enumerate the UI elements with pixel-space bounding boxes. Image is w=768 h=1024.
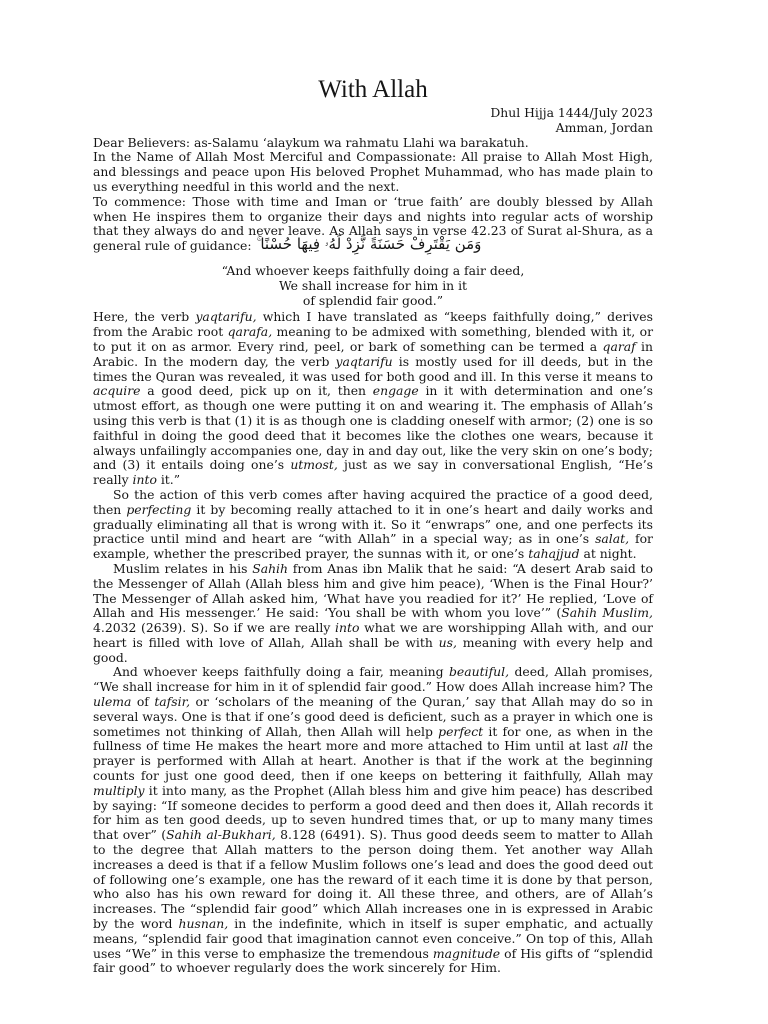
arabic-text: وَمَن يَقْتَرِفْ حَسَنَةً نَّزِدْ لَهُۥ فِيهَا حُسْنًا ۚ: [256, 234, 482, 253]
place-line: Amman, Jordan: [555, 119, 653, 135]
paragraph-perfecting: So the action of this verb comes after having acquired the practice of a good deed, then perfecting it by becoming really attached to it in one’s heart and daily works and gradually eliminating all that is wrong with it. So it “enwraps” one, and one perfects its practice until mind and heart are “with Allah” in a special way; as in one’s salat, for example, whether the prescribed prayer, the sunnas with it, or one’s tahajjud at night.: [93, 486, 653, 562]
paragraph-increase: And whoever keeps faithfully doing a fair, meaning beautiful, deed, Allah promises, “We shall increase for him in it of splendid fair good.” How does Allah increase him? The ulema of tafsir, or ‘scholars of the meaning of the Quran,’ say that Allah may do so in several ways. One is that if one’s good deed is deficient, such as a prayer in which one is sometimes not thinking of Allah, then Allah will help perfect it for one, as when in the fullness of time He makes the heart more and more attached to Him until at last all the prayer is performed with Allah at heart. Another is that if the work at the beginning counts for just one good deed, then if one keeps on bettering it faithfully, Allah may multiply it into many, as the Prophet (Allah bless him and give him peace) has described by saying: “If someone decides to perform a good deed and then does it, Allah records it for him as ten good deeds, up to seven hundred times that, or up to many many times that over” (Sahih al-Bukhari, 8.128 (6491). S). Thus good deeds seem to matter to Allah to the degree that Allah matters to the person doing them. Yet another way Allah increases a deed is that if a fellow Muslim follows one’s lead and does the good deed out of following one’s example, one has the reward of it each time it is done by that person, who also has his own reward for doing it. All these three, and others, are of Allah’s increases. The “splendid fair good” which Allah increases one in is expressed in Arabic by the word husnan, in the indefinite, which in itself is super emphatic, and actually means, “splendid fair good that imagination cannot even conceive.” On top of this, Allah uses “We” in this verse to emphasize the tremendous magnitude of His gifts of “splendid fair good” to whoever regularly does the work sincerely for Him.: [93, 664, 653, 976]
document-page: [93, 76, 653, 976]
verse-line-3: of splendid fair good.”: [302, 292, 444, 308]
verse-translation: [93, 264, 653, 308]
intro-block: [93, 195, 653, 254]
paragraph-hadith-love: Muslim relates in his Sahih from Anas ibn Malik that he said: “A desert Arab said to the Messenger of Allah (Allah bless him and give him peace), ‘When is the Final Hour?’ The Messenger of Allah asked him, ‘What have you readied for it?’ He replied, ‘Love of Allah and His messenger.’ He said: ‘You shall be with whom you love’” (Sahih Muslim, 4.2032 (2639). S). So if we are really into what we are worshipping Allah with, and our heart is filled with love of Allah, Allah shall be with us, meaning with every help and good.: [93, 560, 653, 665]
verse-line-2: We shall increase for him in it: [278, 277, 468, 293]
greeting: Dear Believers: as-Salamu ‘alaykum wa rahmatu Llahi wa barakatuh.: [93, 134, 529, 150]
date-line: Dhul Hijja 1444/July 2023: [490, 105, 653, 120]
document-title: With Allah: [318, 76, 428, 103]
intro-paragraph: To commence: Those with time and Iman or ‘true faith’ are doubly blessed by Allah when He inspires them to organize their days and nights into regular acts of worship that they always do and never leave. As Allah says in verse 42.23 of Surat al-Shura, as a general rule of guidance:: [93, 193, 653, 254]
basmala-paragraph: In the Name of Allah Most Merciful and Compassionate: All praise to Allah Most High, and blessings and peace upon His beloved Prophet Muhammad, who has made plain to us everything needful in this world and the next.: [93, 149, 653, 194]
paragraph-verb-meaning: Here, the verb yaqtarifu, which I have translated as “keeps faithfully doing,” derives from the Arabic root qarafa, meaning to be admixed with something, blended with it, or to put it on as armor. Every rind, peel, or bark of something can be termed a qaraf in Arabic. In the modern day, the verb yaqtarifu is mostly used for ill deeds, but in the times the Quran was revealed, it was used for both good and ill. In this verse it means to acquire a good deed, pick up on it, then engage in it with determination and one’s utmost effort, as though one were putting it on and wearing it. The emphasis of Allah’s using this verb is that (1) it is as though one is cladding oneself with armor; (2) one is so faithful in doing the good deed that it becomes like the clothes one wears, because it always unfailingly accompanies one, day in and day out, like the very skin on one’s body; and (3) it entails doing one’s utmost, just as we say in conversational English, “He’s really into it.”: [93, 309, 654, 488]
verse-line-1: “And whoever keeps faithfully doing a fair deed,: [221, 262, 525, 278]
